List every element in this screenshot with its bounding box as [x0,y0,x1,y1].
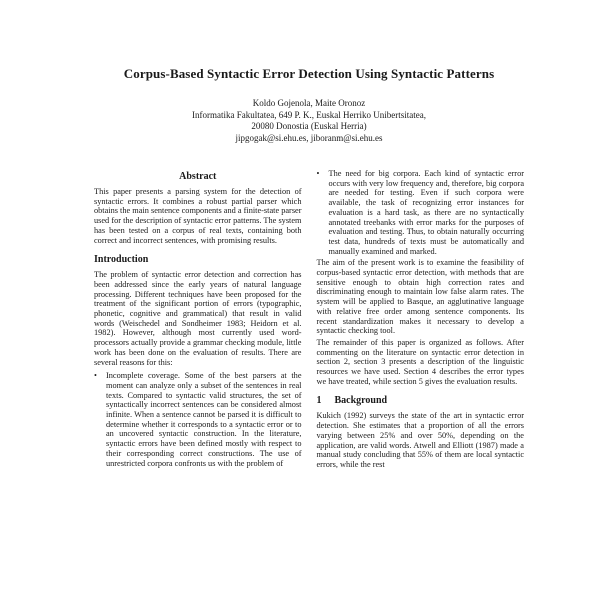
background-text: Kukich (1992) surveys the state of the art in syntactic error detection. She estimates that a proportion of all the errors varying between 25% and over 50%, depending on the application, are valid words. Atwell and Elliott (1987) made a manual study concluding that 55% of them are local syntactic errors, while the rest [316,411,524,469]
bullet-icon: • [94,371,97,381]
abstract-text: This paper presents a parsing system for the detection of syntactic errors. It combines a robust partial parser which obtains the main sentence components and a finite-state parser used for the description of syntactic error patterns. The system has been tested on a corpus of real texts, containing both correct and incorrect sentences, with promising results. [94,187,302,245]
outline-paragraph: The remainder of this paper is organized as follows. After commenting on the literature on syntactic error detection in section 2, section 3 presents a description of the linguistic resources we have used. Section 4 describes the error types we have treated, while section 5 gives the evaluation results. [316,337,524,386]
section-number: 1 [316,395,322,407]
bullet-big-corpora-text: The need for big corpora. Each kind of syntactic error occurs with very low frequency and, therefore, big corpora are needed for testing. Even if such corpora were available, the task of recognizing error instances for evaluation is a hard task, as there are no syntactically annotated treebanks with error marks for the purposes of evaluation and testing. Thus, to obtain naturally occurring test data, hundreds of texts must be automatically and manually examined and marked. [328,169,524,256]
bullet-big-corpora [317,169,525,258]
background-heading [317,395,525,406]
left-column [94,169,302,472]
two-column-body [94,169,524,472]
author-block [94,98,524,144]
introduction-heading: Introduction [94,254,149,266]
section-title: Background [334,395,388,407]
affiliation-line2: 20080 Donostia (Euskal Herria) [251,121,367,131]
affiliation-line1: Informatika Fakultatea, 649 P. K., Euskal Herriko Unibertsitatea, [192,109,426,120]
introduction-text: The problem of syntactic error detection and correction has been addressed since the early years of natural language processing. Different techniques have been proposed for the treatment of the significant portion of errors (typographic, phonetic, cognitive and grammatical) that result in valid words (Weischedel and Sondheimer 1983; Heidorn et al. 1982). However, although most currently used word-processors actually provide a grammar checking module, little work has been done on the evaluation of results. There are several reasons for this: [94,270,302,367]
bullet-incomplete-coverage [94,371,302,470]
right-column [317,169,525,472]
paper-title: Corpus-Based Syntactic Error Detection Using Syntactic Patterns [123,66,495,81]
abstract-heading: Abstract [179,171,217,182]
author-emails: jipgogak@si.ehu.es, jiboranm@si.ehu.es [235,132,383,143]
bullet-icon: • [316,169,320,178]
aim-paragraph: The aim of the present work is to examine the feasibility of corpus-based syntactic error detection, with methods that are sensitive enough to obtain high correction rates and discriminating enough to maintain low false alarm rates. The system will be applied to Basque, an agglutinative language with relative free order among sentence components. Its recent standardization makes it necessary to develop a syntactic checking tool. [316,258,524,336]
authors: Koldo Gojenola, Maite Oronoz [252,98,366,108]
bullet-incomplete-coverage-text: Incomplete coverage. Some of the best parsers at the moment can analyze only a subset of the sentences in real texts. Compared to syntactic valid structures, the set of syntactically incorrect sentences can be considered almost infinite. When a sentence cannot be parsed it is difficult to determine whether it corresponds to a syntactic error or to an uncovered syntactic construction. In the literature, syntactic errors have been defined mostly with respect to their corresponding correct constructions. The use of unrestricted corpora confronts us with the problem of [106,371,302,468]
